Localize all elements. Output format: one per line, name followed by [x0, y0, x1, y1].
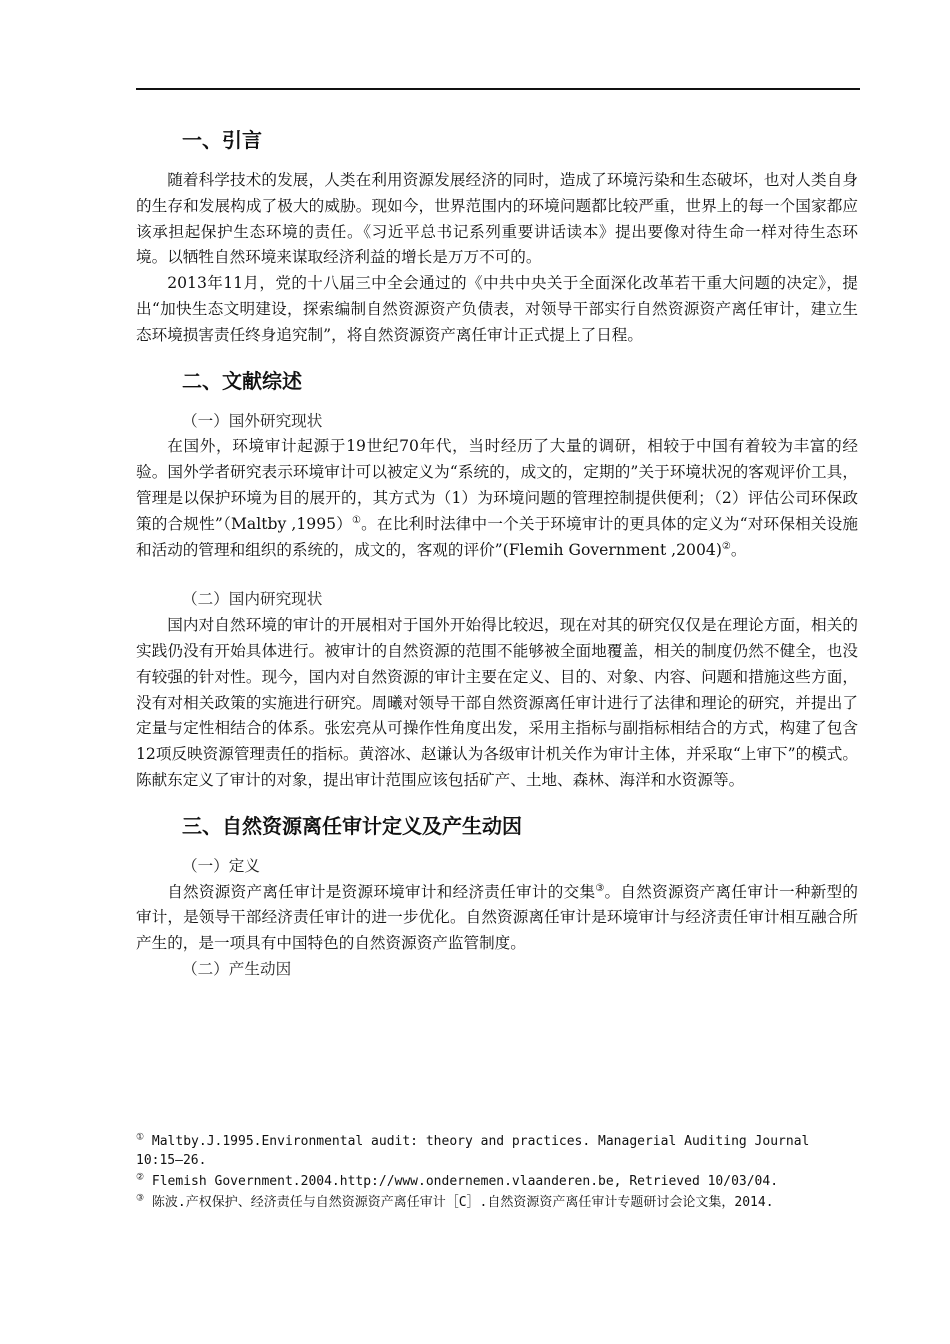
- footnote-text-2: Flemish Government.2004.http://www.ondernemen.vlaanderen.be, Retrieved 10/03/04.: [144, 1174, 779, 1189]
- section-heading-definition-and-motivation: 三、自然资源离任审计定义及产生动因: [182, 813, 522, 838]
- footnote-ref-3[interactable]: ③: [595, 882, 605, 894]
- foreign-research-paragraph: [136, 434, 858, 563]
- footnote-2: [136, 1172, 860, 1191]
- foreign-text-part-3: 。: [730, 540, 747, 559]
- footnotes: [136, 1132, 860, 1214]
- document-body: [136, 118, 858, 983]
- footnote-mark-3: ③: [136, 1193, 145, 1204]
- definition-paragraph: [136, 880, 858, 957]
- definition-text-part-1: 自然资源资产离任审计是资源环境审计和经济责任审计的交集: [167, 882, 596, 901]
- subheading-motivation: （二）产生动因: [182, 959, 292, 978]
- foreign-text-part-2: 。在比利时法律中一个关于环境审计的更具体的定义为“对环保相关设施和活动的管理和组织的系统的，成文的，客观的评价”(Flemih Government ,2004): [136, 514, 858, 559]
- subheading-domestic-research: （二）国内研究现状: [182, 590, 323, 609]
- header-rule: [136, 88, 860, 90]
- intro-paragraph-1: 随着科学技术的发展，人类在利用资源发展经济的同时，造成了环境污染和生态破坏，也对人类自身的生存和发展构成了极大的威胁。现如今，世界范围内的环境问题都比较严重，世界上的每一个国家都应该承担起保护生态环境的责任。《习近平总书记系列重要讲话读本》提出要像对待生命一样对待生态环境。以牺牲自然环境来谋取经济利益的增长是万万不可的。: [136, 171, 858, 267]
- footnote-ref-2[interactable]: ②: [721, 540, 731, 552]
- section-heading-introduction: 一、引言: [182, 128, 262, 152]
- footnote-mark-1: ①: [136, 1132, 145, 1143]
- subheading-definition: （一）定义: [182, 856, 260, 875]
- footnote-3: [136, 1193, 860, 1212]
- footnote-text-3: 陈波.产权保护、经济责任与自然资源资产离任审计［C］.自然资源资产离任审计专题研讨会论文集，2014.: [144, 1195, 774, 1210]
- footnote-text-1: Maltby.J.1995.Environmental audit: theory and practices. Managerial Auditing Journal 10:15–26.: [136, 1134, 810, 1168]
- subheading-foreign-research: （一）国外研究现状: [182, 411, 323, 430]
- foreign-text-part-1: 在国外，环境审计起源于19世纪70年代，当时经历了大量的调研，相较于中国有着较为丰富的经验。国外学者研究表示环境审计可以被定义为“系统的，成文的，定期的”关于环境状况的客观评价工具，管理是以保护环境为目的展开的，其方式为（1）为环境问题的管理控制提供便利；（2）评估公司环保政策的合规性”（Maltby ,1995）: [136, 437, 858, 533]
- definition-text-part-2: 。自然资源资产离任审计一种新型的审计，是领导干部经济责任审计的进一步优化。自然资源离任审计是环境审计与经济责任审计相互融合所产生的，是一项具有中国特色的自然资源资产监管制度。: [136, 882, 858, 953]
- section-heading-literature-review: 二、文献综述: [182, 368, 302, 393]
- footnote-mark-2: ②: [136, 1172, 145, 1183]
- footnote-1: [136, 1132, 860, 1170]
- domestic-research-paragraph: 国内对自然环境的审计的开展相对于国外开始得比较迟，现在对其的研究仅仅是在理论方面，相关的实践仍没有开始具体进行。被审计的自然资源的范围不能够被全面地覆盖，相关的制度仍然不健全，也没有较强的针对性。现今，国内对自然资源的审计主要在定义、目的、对象、内容、问题和措施这些方面，没有对相关政策的实施进行研究。周曦对领导干部自然资源离任审计进行了法律和理论的研究，并提出了定量与定性相结合的体系。张宏亮从可操作性角度出发，采用主指标与副指标相结合的方式，构建了包含12项反映资源管理责任的指标。黄溶冰、赵谦认为各级审计机关作为审计主体，并采取“上审下”的模式。陈献东定义了审计的对象，提出审计范围应该包括矿产、土地、森林、海洋和水资源等。: [136, 616, 858, 789]
- intro-paragraph-2: 2013年11月，党的十八届三中全会通过的《中共中央关于全面深化改革若干重大问题的决定》，提出“加快生态文明建设，探索编制自然资源资产负债表，对领导干部实行自然资源资产离任审计，建立生态环境损害责任终身追究制”，将自然资源资产离任审计正式提上了日程。: [136, 274, 858, 344]
- footnote-ref-1[interactable]: ①: [352, 514, 362, 526]
